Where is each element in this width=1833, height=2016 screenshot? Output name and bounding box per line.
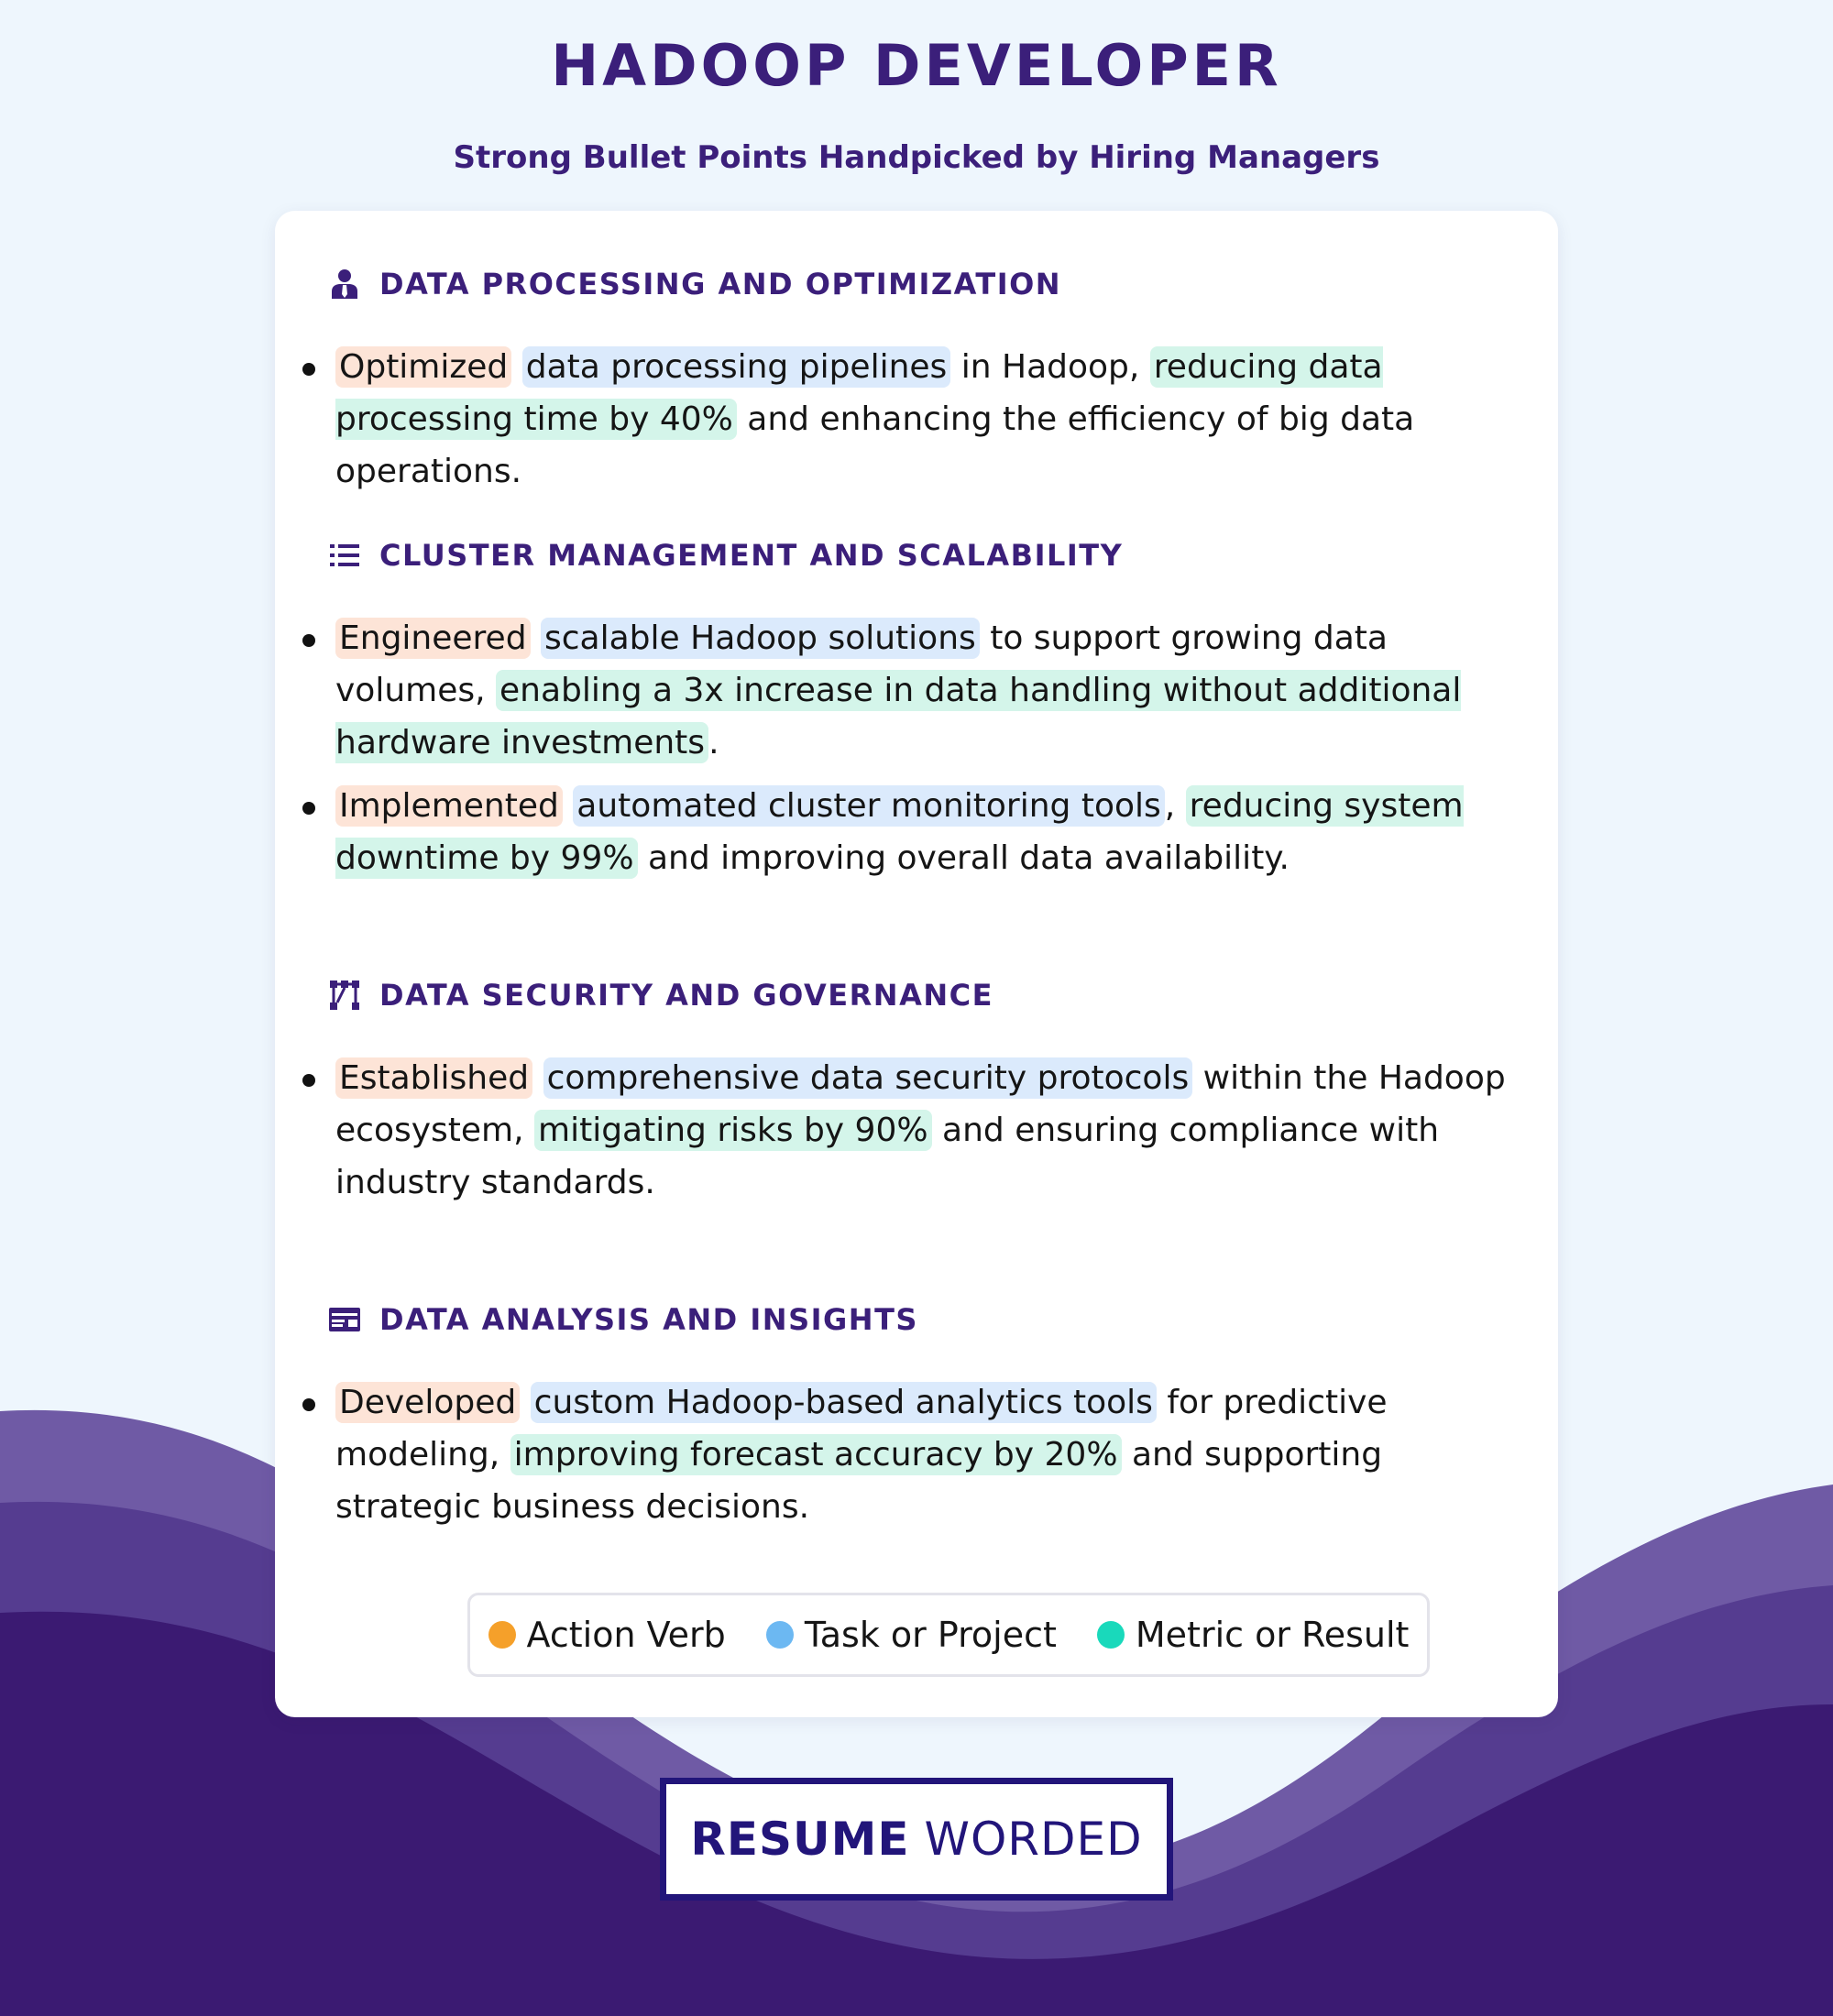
metric-highlight: reducing system downtime by 99%	[335, 787, 1464, 877]
bullet-text: for predictive modeling,	[335, 1384, 1388, 1474]
legend-label: Action Verb	[526, 1615, 726, 1655]
bullet-text: within the Hadoop ecosystem,	[335, 1059, 1506, 1149]
bullet-text: in Hadoop,	[950, 348, 1150, 386]
blue-dot-icon	[766, 1621, 794, 1649]
bullet-item	[275, 1052, 1558, 1209]
page-subtitle: Strong Bullet Points Handpicked by Hiring Managers	[453, 139, 1380, 176]
legend-label: Task or Project	[804, 1615, 1057, 1655]
bullet-list	[275, 1376, 1558, 1544]
section-title: CLUSTER MANAGEMENT AND SCALABILITY	[379, 538, 1124, 573]
logo-light-text: WORDED	[924, 1813, 1143, 1866]
section-header	[328, 1301, 918, 1338]
bullet-text: and improving overall data availability.	[637, 839, 1290, 877]
bullet-text: .	[708, 724, 719, 761]
legend-item-task	[766, 1615, 1057, 1655]
bullet-text	[532, 1059, 543, 1097]
section-header	[328, 266, 1061, 302]
user-tie-icon	[328, 268, 361, 301]
bullet-list	[275, 1052, 1558, 1220]
page-title: HADOOP DEVELOPER	[551, 32, 1282, 99]
bullet-text	[563, 787, 573, 825]
task-highlight: scalable Hadoop solutions	[541, 618, 980, 659]
task-highlight: comprehensive data security protocols	[543, 1057, 1193, 1099]
section-header	[328, 977, 993, 1013]
teal-dot-icon	[1097, 1621, 1125, 1649]
metric-highlight: enabling a 3x increase in data handling without additional hardware investments	[335, 672, 1462, 761]
section-title: DATA SECURITY AND GOVERNANCE	[379, 978, 993, 1013]
bullet-item	[275, 341, 1558, 498]
bullet-points-card	[275, 211, 1558, 1717]
bullet-text: ,	[1164, 787, 1186, 825]
legend-item-metric	[1097, 1615, 1410, 1655]
bullet-text	[511, 348, 521, 386]
task-highlight: custom Hadoop-based analytics tools	[531, 1382, 1157, 1423]
verb-highlight: Engineered	[335, 618, 531, 659]
bullet-list	[275, 612, 1558, 895]
section-title: DATA ANALYSIS AND INSIGHTS	[379, 1302, 918, 1337]
metric-highlight: mitigating risks by 90%	[534, 1110, 932, 1151]
bullet-text	[520, 1384, 530, 1421]
legend-item-action-verb	[488, 1615, 726, 1655]
metric-highlight: reducing data processing time by 40%	[335, 348, 1383, 438]
network-icon	[328, 979, 361, 1012]
bullet-text: to support growing data volumes,	[335, 619, 1388, 709]
logo-bold-text: RESUME	[690, 1813, 910, 1866]
task-highlight: data processing pipelines	[522, 346, 951, 388]
verb-highlight: Implemented	[335, 785, 563, 827]
task-highlight: automated cluster monitoring tools	[573, 785, 1164, 827]
id-card-icon	[328, 1303, 361, 1336]
section-title: DATA PROCESSING AND OPTIMIZATION	[379, 267, 1062, 301]
list-icon	[328, 539, 361, 572]
bullet-list	[275, 341, 1558, 509]
bullet-item	[275, 612, 1558, 769]
bullet-text: and enhancing the efficiency of big data operations.	[335, 400, 1415, 490]
bullet-item	[275, 780, 1558, 884]
section-header	[328, 537, 1123, 574]
bullet-item	[275, 1376, 1558, 1533]
bullet-text: and ensuring compliance with industry standards.	[335, 1112, 1440, 1201]
metric-highlight: improving forecast accuracy by 20%	[510, 1434, 1122, 1475]
bullet-text	[531, 619, 541, 657]
verb-highlight: Optimized	[335, 346, 511, 388]
highlight-legend	[467, 1593, 1430, 1677]
page-header	[0, 0, 1833, 176]
verb-highlight: Developed	[335, 1382, 520, 1423]
bullet-text: and supporting strategic business decisions.	[335, 1436, 1383, 1526]
legend-label: Metric or Result	[1135, 1615, 1410, 1655]
verb-highlight: Established	[335, 1057, 532, 1099]
orange-dot-icon	[488, 1621, 516, 1649]
resume-worded-logo[interactable]	[660, 1778, 1173, 1901]
